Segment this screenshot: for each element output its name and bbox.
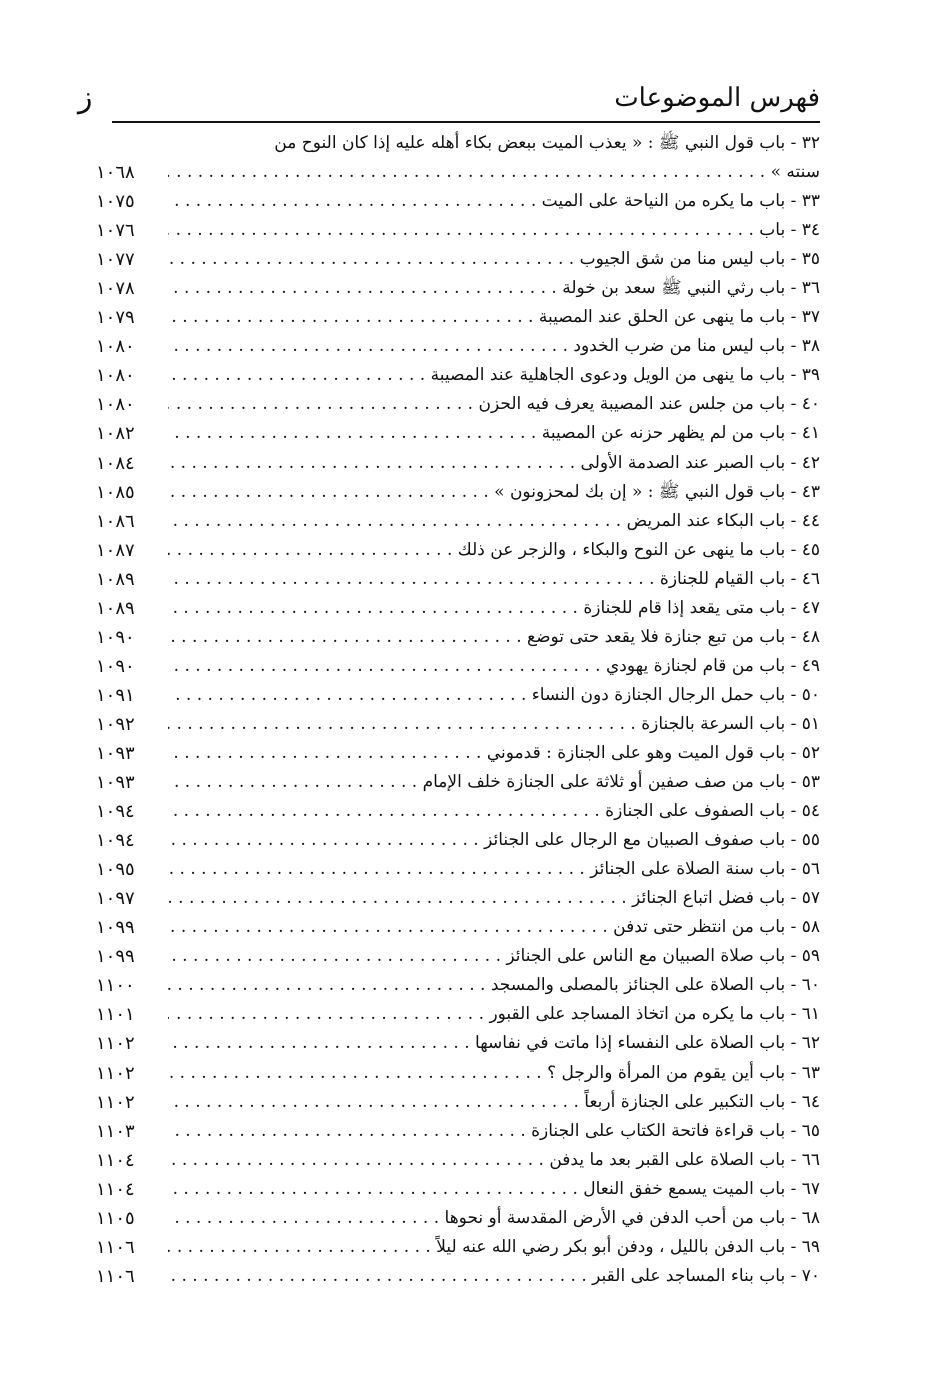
toc-entry-page: ١١٠٠	[96, 975, 135, 997]
toc-entry	[96, 245, 820, 274]
toc-entry	[96, 390, 820, 419]
toc-entry-title: ٤٦ - باب القيام للجنازة . . .	[168, 565, 820, 594]
header-rule	[112, 121, 820, 123]
toc-entry-page: ١٠٨٩	[96, 568, 135, 590]
toc-entry-title: ٦٢ - باب الصلاة على النفساء إذا ماتت في نفاسها . . .	[168, 1029, 820, 1058]
toc-entry-page: ١١٠١	[96, 1004, 135, 1026]
toc-entry-title: ٥٧ - باب فضل اتباع الجنائز . . .	[168, 884, 820, 913]
toc-entry	[96, 274, 820, 303]
toc-entry-title: ٦٨ - باب من أحب الدفن في الأرض المقدسة أو نحوها . . .	[168, 1204, 820, 1233]
toc-entry-page: ١٠٨٢	[96, 423, 135, 445]
toc-entry-title: ٤٤ - باب البكاء عند المريض . . .	[168, 507, 820, 536]
toc-entry-page: ١١٠٢	[96, 1062, 135, 1084]
toc-entry-page: ١٠٩٣	[96, 742, 135, 764]
toc-entry-title: ٤٠ - باب من جلس عند المصيبة يعرف فيه الحزن . . .	[168, 390, 820, 419]
toc-entry-page: ١١٠٤	[96, 1178, 135, 1200]
toc-entry	[96, 710, 820, 739]
toc-entry	[96, 623, 820, 652]
toc-entry	[96, 855, 820, 884]
toc-entry	[96, 1175, 820, 1204]
toc-entry-page: ١٠٩٩	[96, 917, 135, 939]
toc-entry	[96, 419, 820, 448]
toc-entry-title: ٥٦ - باب سنة الصلاة على الجنائز . . .	[168, 855, 820, 884]
toc-entry	[96, 187, 820, 216]
toc-entry-page: ١٠٩٣	[96, 772, 135, 794]
toc-entry-title: ٦٣ - باب أين يقوم من المرأة والرجل ؟ . . .	[168, 1059, 820, 1088]
toc-entry-page: ١٠٦٨	[96, 162, 135, 184]
toc-entry-title: ٥٠ - باب حمل الرجال الجنازة دون النساء . . .	[168, 681, 820, 710]
toc-entry-title: ٦٧ - باب الميت يسمع خفق النعال . . .	[168, 1175, 820, 1204]
toc-entry-title: ٣٥ - باب ليس منا من شق الجيوب . . .	[168, 245, 820, 274]
page-letter: ز	[78, 80, 93, 115]
toc-entry-title: ٥٩ - باب صلاة الصبيان مع الناس على الجنائز . . .	[168, 942, 820, 971]
toc-entry	[96, 652, 820, 681]
toc-entry-title: ٥٢ - باب قول الميت وهو على الجنازة : قدموني . . .	[168, 739, 820, 768]
toc-entry	[96, 797, 820, 826]
toc-entry-title: ٦٦ - باب الصلاة على القبر بعد ما يدفن . . .	[168, 1146, 820, 1175]
toc-entry	[96, 594, 820, 623]
toc-entry-title: ٥٣ - باب من صف صفين أو ثلاثة على الجنازة خلف الإمام . . .	[168, 768, 820, 797]
toc-entry	[96, 1233, 820, 1262]
toc-entry-page: ١٠٨٠	[96, 336, 135, 358]
toc-entry-title: ٦١ - باب ما يكره من اتخاذ المساجد على القبور . . .	[168, 1000, 820, 1029]
toc-entry	[96, 1262, 820, 1291]
table-of-contents	[96, 129, 820, 1291]
toc-entry-page: ١٠٨٥	[96, 481, 135, 503]
toc-entry-page: ١٠٧٥	[96, 191, 135, 213]
toc-entry-page: ١٠٨٠	[96, 394, 135, 416]
toc-entry	[96, 942, 820, 971]
toc-entry-title: ٦٥ - باب قراءة فاتحة الكتاب على الجنازة . . .	[168, 1117, 820, 1146]
toc-entry-title: ٣٩ - باب ما ينهى من الويل ودعوى الجاهلية عند المصيبة . . .	[168, 361, 820, 390]
toc-entry-page: ١٠٨٤	[96, 452, 135, 474]
toc-entry	[96, 361, 820, 390]
toc-entry	[96, 158, 820, 187]
toc-entry-page: ١٠٩٠	[96, 655, 135, 677]
toc-entry-title: ٥٤ - باب الصفوف على الجنازة . . .	[168, 797, 820, 826]
toc-entry-title: ٣٦ - باب رثي النبي ﷺ سعد بن خولة . . .	[168, 274, 820, 303]
toc-entry-page: ١٠٩١	[96, 684, 135, 706]
toc-entry-page: ١٠٩٤	[96, 830, 135, 852]
toc-entry-title: ٥١ - باب السرعة بالجنازة . . .	[168, 710, 820, 739]
toc-entry-title: ٤١ - باب من لم يظهر حزنه عن المصيبة . . .	[168, 419, 820, 448]
toc-entry	[96, 507, 820, 536]
toc-entry-page: ١١٠٢	[96, 1033, 135, 1055]
toc-entry	[96, 1000, 820, 1029]
toc-entry-title: ٦٤ - باب التكبير على الجنازة أربعاً . . .	[168, 1088, 820, 1117]
toc-entry-page: ١٠٨٦	[96, 510, 135, 532]
toc-entry	[96, 1204, 820, 1233]
toc-entry	[96, 826, 820, 855]
toc-entry-page: ١١٠٥	[96, 1207, 135, 1229]
toc-entry	[96, 913, 820, 942]
toc-entry	[96, 1059, 820, 1088]
toc-entry-page: ١٠٩٠	[96, 626, 135, 648]
toc-entry-title: ٧٠ - باب بناء المساجد على القبر . . .	[168, 1262, 820, 1291]
toc-entry	[96, 1146, 820, 1175]
toc-entry-page: ١٠٧٦	[96, 220, 135, 242]
toc-entry-title: ٥٥ - باب صفوف الصبيان مع الرجال على الجنائز . . .	[168, 826, 820, 855]
toc-entry-page: ١٠٩٧	[96, 888, 135, 910]
toc-entry-page: ١٠٩٢	[96, 713, 135, 735]
toc-entry	[96, 884, 820, 913]
toc-entry	[96, 303, 820, 332]
toc-entry-title: ٣٨ - باب ليس منا من ضرب الخدود . . .	[168, 332, 820, 361]
toc-entry	[96, 216, 820, 245]
toc-entry	[96, 768, 820, 797]
toc-entry-page: ١٠٩٤	[96, 801, 135, 823]
toc-entry	[96, 1117, 820, 1146]
page-header	[78, 80, 820, 116]
toc-entry-page: ١٠٩٥	[96, 859, 135, 881]
toc-entry-title: ٤٣ - باب قول النبي ﷺ : « إن بك لمحزونون » . . .	[168, 478, 820, 507]
toc-entry	[96, 1088, 820, 1117]
toc-entry-title: ٤٨ - باب من تبع جنازة فلا يقعد حتى توضع . . .	[168, 623, 820, 652]
toc-entry-page: ١١٠٦	[96, 1265, 135, 1287]
toc-entry-page: ١١٠٦	[96, 1236, 135, 1258]
toc-entry-page: ١٠٨٩	[96, 597, 135, 619]
toc-entry-title: ٤٩ - باب من قام لجنازة يهودي . . .	[168, 652, 820, 681]
toc-entry	[96, 739, 820, 768]
toc-entry-title: سنته » . . .	[168, 158, 820, 187]
page-title: فهرس الموضوعات	[614, 83, 820, 113]
toc-entry	[96, 332, 820, 361]
toc-entry	[96, 971, 820, 1000]
toc-entry	[96, 1029, 820, 1058]
toc-entry-title: ٦٩ - باب الدفن بالليل ، ودفن أبو بكر رضي الله عنه ليلاً . . .	[168, 1233, 820, 1262]
toc-entry-title: ٣٣ - باب ما يكره من النياحة على الميت . . .	[168, 187, 820, 216]
toc-entry-title: ٣٧ - باب ما ينهى عن الحلق عند المصيبة . . .	[168, 303, 820, 332]
toc-entry-title: ٦٠ - باب الصلاة على الجنائز بالمصلى والمسجد . . .	[168, 971, 820, 1000]
toc-entry-page: ١٠٨٠	[96, 365, 135, 387]
toc-entry-page: ١٠٩٩	[96, 946, 135, 968]
toc-entry-page: ١٠٧٩	[96, 307, 135, 329]
toc-entry-page: ١١٠٢	[96, 1091, 135, 1113]
toc-entry	[96, 478, 820, 507]
toc-entry-title: ٤٢ - باب الصبر عند الصدمة الأولى . . .	[168, 449, 820, 478]
toc-entry	[96, 449, 820, 478]
toc-entry-title: ٥٨ - باب من انتظر حتى تدفن . . .	[168, 913, 820, 942]
toc-entry-title: ٤٥ - باب ما ينهى عن النوح والبكاء ، والزجر عن ذلك . . .	[168, 536, 820, 565]
toc-entry	[96, 681, 820, 710]
toc-entry	[96, 129, 820, 158]
toc-entry-title: ٣٢ - باب قول النبي ﷺ : « يعذب الميت ببعض بكاء أهله عليه إذا كان النوح من	[274, 133, 820, 153]
toc-entry-page: ١١٠٣	[96, 1120, 135, 1142]
toc-entry-page: ١١٠٤	[96, 1149, 135, 1171]
toc-entry-page: ١٠٧٨	[96, 278, 135, 300]
toc-entry-page: ١٠٧٧	[96, 249, 135, 271]
toc-entry-page: ١٠٨٧	[96, 539, 135, 561]
toc-entry-title: ٤٧ - باب متى يقعد إذا قام للجنازة . . .	[168, 594, 820, 623]
toc-entry	[96, 536, 820, 565]
toc-entry-title: ٣٤ - باب . . .	[168, 216, 820, 245]
toc-entry	[96, 565, 820, 594]
